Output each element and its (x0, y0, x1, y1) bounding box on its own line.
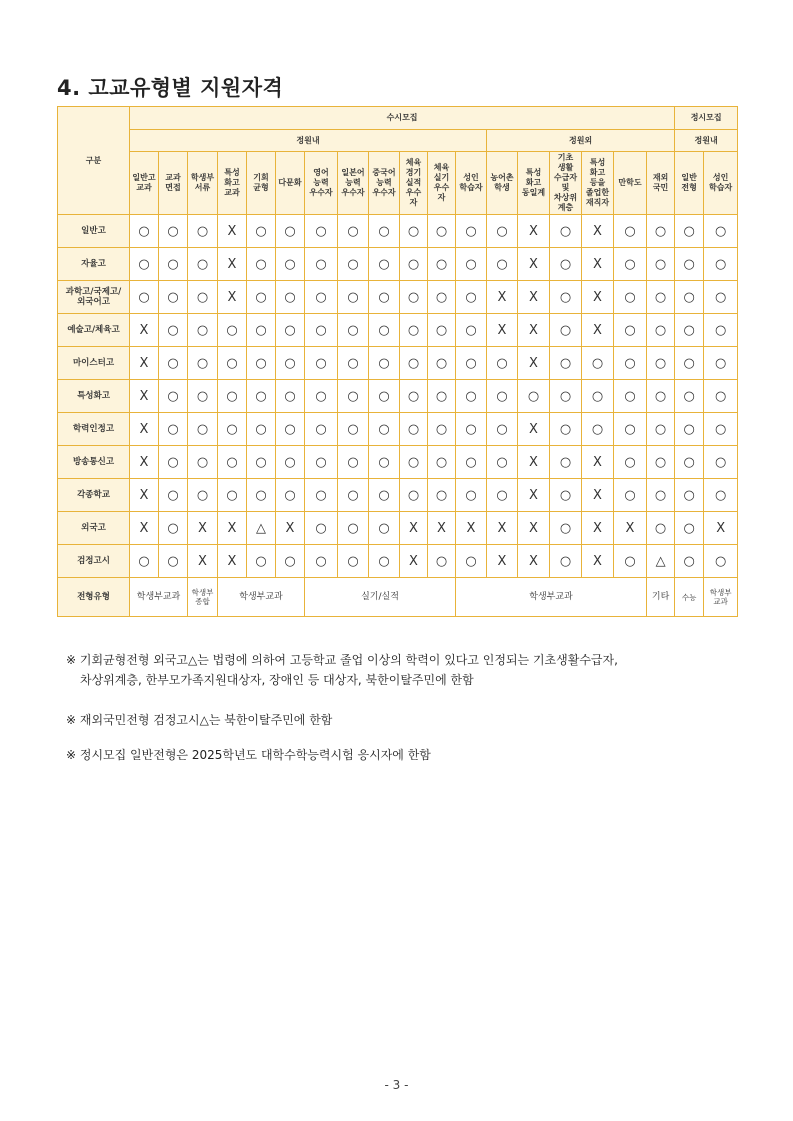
eligibility-cell: X (614, 512, 647, 545)
eligibility-cell: ○ (159, 380, 188, 413)
footnote-1-line-2: 차상위계층, 한부모가족지원대상자, 장애인 등 대상자, 북한이탈주민에 한함 (80, 673, 474, 687)
eligibility-cell: X (130, 512, 159, 545)
eligibility-cell: ○ (614, 347, 647, 380)
table-row (58, 545, 738, 578)
header-jeongsi: 정시모집 (675, 107, 738, 130)
row-label: 학력인정고 (58, 413, 130, 446)
eligibility-cell: X (518, 281, 550, 314)
eligibility-cell: X (218, 248, 247, 281)
eligibility-cell: ○ (369, 479, 400, 512)
eligibility-cell: ○ (428, 347, 456, 380)
admission-type-cell: 학생부교과 (456, 578, 647, 617)
eligibility-cell: X (518, 215, 550, 248)
eligibility-cell: ○ (400, 479, 428, 512)
eligibility-cell: ○ (675, 446, 704, 479)
eligibility-cell: ○ (614, 248, 647, 281)
eligibility-cell: ○ (487, 248, 518, 281)
column-header: 특성 화고 교과 (218, 152, 247, 215)
admission-type-cell: 기타 (647, 578, 675, 617)
eligibility-cell: ○ (159, 545, 188, 578)
eligibility-cell: ○ (675, 281, 704, 314)
eligibility-cell: X (582, 479, 614, 512)
row-label: 예술고/체육고 (58, 314, 130, 347)
eligibility-cell: ○ (218, 413, 247, 446)
eligibility-cell: ○ (550, 512, 582, 545)
eligibility-cell: ○ (550, 314, 582, 347)
eligibility-cell: ○ (338, 479, 369, 512)
eligibility-cell: ○ (456, 347, 487, 380)
table-row (58, 281, 738, 314)
eligibility-cell: ○ (218, 314, 247, 347)
table-row (58, 215, 738, 248)
eligibility-cell: ○ (400, 248, 428, 281)
eligibility-cell: ○ (188, 479, 218, 512)
eligibility-cell: ○ (276, 248, 305, 281)
eligibility-cell: ○ (247, 281, 276, 314)
eligibility-cell: ○ (159, 314, 188, 347)
admission-type-cell: 학생부교과 (130, 578, 188, 617)
eligibility-cell: X (582, 512, 614, 545)
row-label: 과학고/국제고/ 외국어고 (58, 281, 130, 314)
column-header: 기초 생활 수급자 및 차상위 계층 (550, 152, 582, 215)
eligibility-cell: ○ (338, 248, 369, 281)
eligibility-cell: ○ (369, 248, 400, 281)
admission-type-cell: 수능 (675, 578, 704, 617)
eligibility-cell: ○ (247, 446, 276, 479)
eligibility-cell: ○ (188, 281, 218, 314)
admission-type-label: 전형유형 (58, 578, 130, 617)
row-label: 특성화고 (58, 380, 130, 413)
eligibility-cell: ○ (647, 413, 675, 446)
eligibility-cell: ○ (704, 545, 738, 578)
eligibility-cell: ○ (276, 347, 305, 380)
eligibility-cell: ○ (218, 347, 247, 380)
eligibility-cell: ○ (614, 446, 647, 479)
eligibility-cell: ○ (487, 479, 518, 512)
eligibility-cell: ○ (456, 545, 487, 578)
eligibility-cell: ○ (675, 512, 704, 545)
eligibility-cell: ○ (305, 512, 338, 545)
eligibility-cell: ○ (159, 479, 188, 512)
table-row (58, 248, 738, 281)
eligibility-cell: ○ (247, 545, 276, 578)
eligibility-cell: ○ (338, 512, 369, 545)
eligibility-cell: ○ (159, 347, 188, 380)
eligibility-cell: ○ (614, 413, 647, 446)
eligibility-cell: ○ (369, 281, 400, 314)
eligibility-cell: X (582, 446, 614, 479)
eligibility-cell: ○ (338, 281, 369, 314)
eligibility-cell: X (130, 479, 159, 512)
eligibility-cell: X (518, 545, 550, 578)
eligibility-cell: ○ (338, 545, 369, 578)
eligibility-cell: ○ (338, 413, 369, 446)
eligibility-cell: ○ (675, 479, 704, 512)
column-header: 성인 학습자 (456, 152, 487, 215)
eligibility-cell: ○ (550, 215, 582, 248)
column-header: 교과 면접 (159, 152, 188, 215)
eligibility-cell: X (704, 512, 738, 545)
eligibility-cell: ○ (369, 215, 400, 248)
eligibility-cell: ○ (276, 413, 305, 446)
eligibility-cell: ○ (647, 248, 675, 281)
row-label: 각종학교 (58, 479, 130, 512)
eligibility-cell: ○ (159, 215, 188, 248)
eligibility-cell: ○ (675, 347, 704, 380)
eligibility-cell: X (188, 512, 218, 545)
eligibility-cell: ○ (647, 380, 675, 413)
eligibility-cell: ○ (276, 314, 305, 347)
row-label: 검정고시 (58, 545, 130, 578)
eligibility-cell: ○ (428, 479, 456, 512)
eligibility-cell: ○ (487, 446, 518, 479)
column-header: 농어촌 학생 (487, 152, 518, 215)
eligibility-cell: X (518, 347, 550, 380)
admission-type-cell: 실기/실적 (305, 578, 456, 617)
eligibility-cell: ○ (428, 215, 456, 248)
eligibility-cell: ○ (305, 248, 338, 281)
admission-type-cell: 학생부 교과 (704, 578, 738, 617)
eligibility-cell: ○ (369, 545, 400, 578)
eligibility-cell: ○ (218, 446, 247, 479)
eligibility-cell: X (582, 281, 614, 314)
eligibility-cell: ○ (338, 380, 369, 413)
eligibility-cell: ○ (704, 347, 738, 380)
eligibility-cell: ○ (369, 413, 400, 446)
admission-type-cell: 학생부 종합 (188, 578, 218, 617)
column-header: 학생부 서류 (188, 152, 218, 215)
eligibility-cell: X (276, 512, 305, 545)
eligibility-cell: ○ (614, 215, 647, 248)
eligibility-cell: ○ (550, 479, 582, 512)
eligibility-cell: ○ (675, 545, 704, 578)
eligibility-cell: ○ (647, 446, 675, 479)
eligibility-cell: ○ (675, 413, 704, 446)
column-header: 재외 국민 (647, 152, 675, 215)
eligibility-cell: ○ (550, 545, 582, 578)
eligibility-cell: X (130, 380, 159, 413)
eligibility-cell: X (518, 512, 550, 545)
eligibility-cell: ○ (456, 479, 487, 512)
eligibility-cell: X (487, 545, 518, 578)
eligibility-cell: X (456, 512, 487, 545)
eligibility-cell: X (582, 248, 614, 281)
row-label: 일반고 (58, 215, 130, 248)
eligibility-cell: ○ (614, 314, 647, 347)
eligibility-cell: ○ (276, 215, 305, 248)
eligibility-cell: ○ (456, 281, 487, 314)
eligibility-cell: ○ (305, 380, 338, 413)
column-header: 영어 능력 우수자 (305, 152, 338, 215)
admission-type-row (58, 578, 738, 617)
eligibility-cell: ○ (428, 314, 456, 347)
eligibility-cell: ○ (159, 281, 188, 314)
eligibility-cell: X (582, 545, 614, 578)
eligibility-cell: ○ (614, 281, 647, 314)
eligibility-cell: X (130, 314, 159, 347)
eligibility-cell: ○ (704, 413, 738, 446)
eligibility-cell: ○ (550, 413, 582, 446)
eligibility-cell: ○ (159, 446, 188, 479)
eligibility-cell: ○ (582, 413, 614, 446)
eligibility-cell: X (518, 479, 550, 512)
table-row (58, 512, 738, 545)
eligibility-cell: X (518, 248, 550, 281)
column-header: 기회 균형 (247, 152, 276, 215)
row-label: 마이스터고 (58, 347, 130, 380)
eligibility-cell: ○ (428, 545, 456, 578)
eligibility-cell: X (487, 281, 518, 314)
eligibility-cell: ○ (247, 248, 276, 281)
table-row (58, 314, 738, 347)
eligibility-cell: ○ (276, 446, 305, 479)
eligibility-cell: ○ (647, 347, 675, 380)
table-row (58, 479, 738, 512)
eligibility-cell: ○ (675, 380, 704, 413)
row-label: 자율고 (58, 248, 130, 281)
header-susi: 수시모집 (130, 107, 675, 130)
eligibility-cell: ○ (338, 215, 369, 248)
eligibility-cell: ○ (369, 446, 400, 479)
eligibility-cell: ○ (369, 512, 400, 545)
column-header: 체육 실기 우수 자 (428, 152, 456, 215)
eligibility-cell: ○ (305, 413, 338, 446)
eligibility-cell: ○ (369, 347, 400, 380)
eligibility-cell: ○ (130, 215, 159, 248)
eligibility-cell: ○ (276, 380, 305, 413)
column-header: 중국어 능력 우수자 (369, 152, 400, 215)
eligibility-cell: ○ (487, 380, 518, 413)
eligibility-cell: ○ (456, 248, 487, 281)
eligibility-cell: ○ (159, 413, 188, 446)
eligibility-cell: ○ (305, 446, 338, 479)
eligibility-cell: ○ (704, 446, 738, 479)
eligibility-cell: ○ (400, 413, 428, 446)
eligibility-cell: ○ (456, 380, 487, 413)
eligibility-cell: ○ (305, 479, 338, 512)
eligibility-cell: △ (247, 512, 276, 545)
eligibility-cell: ○ (456, 413, 487, 446)
eligibility-cell: ○ (247, 413, 276, 446)
eligibility-cell: X (518, 314, 550, 347)
eligibility-cell: △ (647, 545, 675, 578)
eligibility-cell: ○ (614, 545, 647, 578)
eligibility-cell: ○ (338, 314, 369, 347)
eligibility-cell: X (218, 512, 247, 545)
eligibility-cell: X (400, 545, 428, 578)
eligibility-cell: ○ (369, 314, 400, 347)
eligibility-cell: ○ (247, 479, 276, 512)
footnote-3: ※ 정시모집 일반전형은 2025학년도 대학수학능력시험 응시자에 한함 (66, 748, 431, 762)
eligibility-cell: ○ (400, 314, 428, 347)
eligibility-cell: X (518, 413, 550, 446)
eligibility-cell: ○ (188, 248, 218, 281)
eligibility-cell: ○ (704, 479, 738, 512)
eligibility-cell: ○ (400, 446, 428, 479)
eligibility-cell: ○ (305, 347, 338, 380)
eligibility-cell: ○ (487, 347, 518, 380)
eligibility-cell: ○ (305, 281, 338, 314)
eligibility-cell: ○ (159, 512, 188, 545)
table-row (58, 347, 738, 380)
eligibility-cell: ○ (369, 380, 400, 413)
eligibility-cell: ○ (305, 215, 338, 248)
eligibility-table (57, 106, 738, 617)
eligibility-cell: X (487, 512, 518, 545)
eligibility-cell: X (582, 314, 614, 347)
eligibility-cell: ○ (188, 314, 218, 347)
eligibility-cell: ○ (188, 446, 218, 479)
column-header: 일본어 능력 우수자 (338, 152, 369, 215)
eligibility-cell: ○ (276, 281, 305, 314)
admission-type-cell: 학생부교과 (218, 578, 305, 617)
eligibility-cell: ○ (675, 248, 704, 281)
eligibility-cell: ○ (276, 545, 305, 578)
header-jeongsi-in-quota: 정원내 (675, 130, 738, 152)
eligibility-cell: X (218, 215, 247, 248)
eligibility-cell: ○ (675, 215, 704, 248)
eligibility-cell: ○ (428, 413, 456, 446)
eligibility-cell: ○ (428, 248, 456, 281)
table-row (58, 380, 738, 413)
eligibility-cell: ○ (130, 248, 159, 281)
eligibility-cell: ○ (704, 314, 738, 347)
eligibility-cell: ○ (550, 446, 582, 479)
eligibility-cell: ○ (675, 314, 704, 347)
eligibility-cell: ○ (550, 248, 582, 281)
eligibility-cell: ○ (704, 281, 738, 314)
eligibility-cell: ○ (614, 479, 647, 512)
eligibility-cell: ○ (647, 314, 675, 347)
eligibility-cell: ○ (614, 380, 647, 413)
eligibility-cell: ○ (130, 281, 159, 314)
eligibility-cell: X (130, 446, 159, 479)
eligibility-cell: X (218, 281, 247, 314)
eligibility-cell: ○ (247, 215, 276, 248)
column-header: 일반 전형 (675, 152, 704, 215)
eligibility-cell: ○ (487, 413, 518, 446)
table-row (58, 446, 738, 479)
row-label: 방송통신고 (58, 446, 130, 479)
eligibility-cell: ○ (338, 347, 369, 380)
group-label-cell: 구분 (58, 107, 130, 215)
eligibility-cell: ○ (247, 314, 276, 347)
eligibility-cell: ○ (218, 479, 247, 512)
section-title: 4. 고교유형별 지원자격 (57, 76, 284, 100)
eligibility-cell: ○ (218, 380, 247, 413)
eligibility-cell: ○ (188, 413, 218, 446)
eligibility-cell: ○ (338, 446, 369, 479)
eligibility-cell: ○ (159, 248, 188, 281)
eligibility-cell: ○ (188, 347, 218, 380)
eligibility-cell: ○ (400, 281, 428, 314)
eligibility-cell: ○ (305, 545, 338, 578)
eligibility-cell: X (487, 314, 518, 347)
column-header: 만학도 (614, 152, 647, 215)
column-header: 특성 화고 등을 졸업한 재직자 (582, 152, 614, 215)
eligibility-cell: X (130, 413, 159, 446)
footnote-1-line-1: ※ 기회균형전형 외국고△는 법령에 의하여 고등학교 졸업 이상의 학력이 있다고 인정되는 기초생활수급자, (66, 653, 618, 667)
eligibility-cell: ○ (400, 380, 428, 413)
eligibility-cell: ○ (188, 380, 218, 413)
eligibility-cell: ○ (704, 248, 738, 281)
eligibility-cell: ○ (305, 314, 338, 347)
eligibility-cell: ○ (188, 215, 218, 248)
column-header: 성인 학습자 (704, 152, 738, 215)
eligibility-cell: ○ (550, 347, 582, 380)
eligibility-cell: ○ (647, 215, 675, 248)
eligibility-cell: ○ (704, 215, 738, 248)
eligibility-cell: X (130, 347, 159, 380)
eligibility-cell: X (428, 512, 456, 545)
footnote-2: ※ 재외국민전형 검정고시△는 북한이탈주민에 한함 (66, 713, 333, 727)
eligibility-cell: ○ (647, 479, 675, 512)
column-header: 체육 경기 실적 우수 자 (400, 152, 428, 215)
eligibility-cell: X (188, 545, 218, 578)
column-header: 특성 화고 동일계 (518, 152, 550, 215)
eligibility-cell: ○ (456, 446, 487, 479)
eligibility-cell: ○ (704, 380, 738, 413)
column-header: 일반고 교과 (130, 152, 159, 215)
header-susi-out-quota: 정원외 (487, 130, 675, 152)
column-header: 다문화 (276, 152, 305, 215)
eligibility-cell: X (400, 512, 428, 545)
eligibility-cell: ○ (428, 380, 456, 413)
eligibility-cell: X (218, 545, 247, 578)
eligibility-cell: ○ (582, 380, 614, 413)
eligibility-cell: ○ (456, 215, 487, 248)
eligibility-cell: ○ (428, 281, 456, 314)
eligibility-cell: ○ (130, 545, 159, 578)
eligibility-cell: ○ (400, 347, 428, 380)
header-susi-in-quota: 정원내 (130, 130, 487, 152)
eligibility-cell: ○ (518, 380, 550, 413)
eligibility-cell: ○ (647, 281, 675, 314)
footnote-1 (66, 650, 746, 690)
eligibility-cell: ○ (428, 446, 456, 479)
eligibility-cell: ○ (647, 512, 675, 545)
page-number: - 3 - (384, 1078, 409, 1092)
eligibility-cell: X (518, 446, 550, 479)
eligibility-cell: ○ (550, 380, 582, 413)
table-row (58, 413, 738, 446)
eligibility-cell: ○ (582, 347, 614, 380)
eligibility-cell: ○ (247, 380, 276, 413)
eligibility-cell: ○ (247, 347, 276, 380)
eligibility-cell: X (582, 215, 614, 248)
row-label: 외국고 (58, 512, 130, 545)
eligibility-cell: ○ (456, 314, 487, 347)
eligibility-cell: ○ (487, 215, 518, 248)
eligibility-cell: ○ (400, 215, 428, 248)
eligibility-cell: ○ (550, 281, 582, 314)
eligibility-cell: ○ (276, 479, 305, 512)
